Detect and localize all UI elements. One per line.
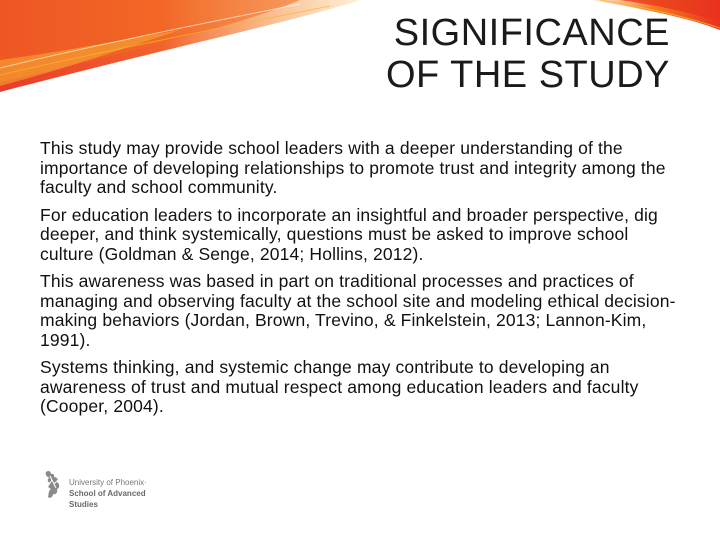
paragraph-1: This study may provide school leaders with a deeper understanding of the importance of developing relationships to promote trust and integrity among the faculty and school community. (40, 138, 666, 197)
slide-title (310, 12, 670, 96)
phoenix-bird-icon (42, 468, 66, 502)
paragraph-4: Systems thinking, and systemic change may contribute to developing an awareness of trust and mutual respect among education leaders and faculty (Cooper, 2004). (40, 357, 639, 416)
logo-line-2: School of Advanced (69, 489, 146, 498)
logo-line-1: University of Phoenix· (69, 478, 147, 487)
title-line-1: SIGNIFICANCE (393, 12, 670, 54)
university-logo (42, 468, 182, 516)
paragraph-2: For education leaders to incorporate an insightful and broader perspective, dig deeper, and think systemically, questions must be asked to improve school culture (Goldman & Senge, 2014; Hollins, 2012). (40, 204, 658, 264)
slide-body (40, 139, 680, 425)
paragraph-3: This awareness was based in part on traditional processes and practices of managing and observing faculty at the school site and modeling ethical decision-making behaviors (Jordan, Brown, Trevino, & Finkelstein, 2013; Lannon-Kim, 1991). (40, 271, 676, 350)
title-line-2: OF THE STUDY (386, 54, 670, 96)
logo-text (69, 477, 147, 510)
logo-line-3: Studies (69, 500, 98, 509)
